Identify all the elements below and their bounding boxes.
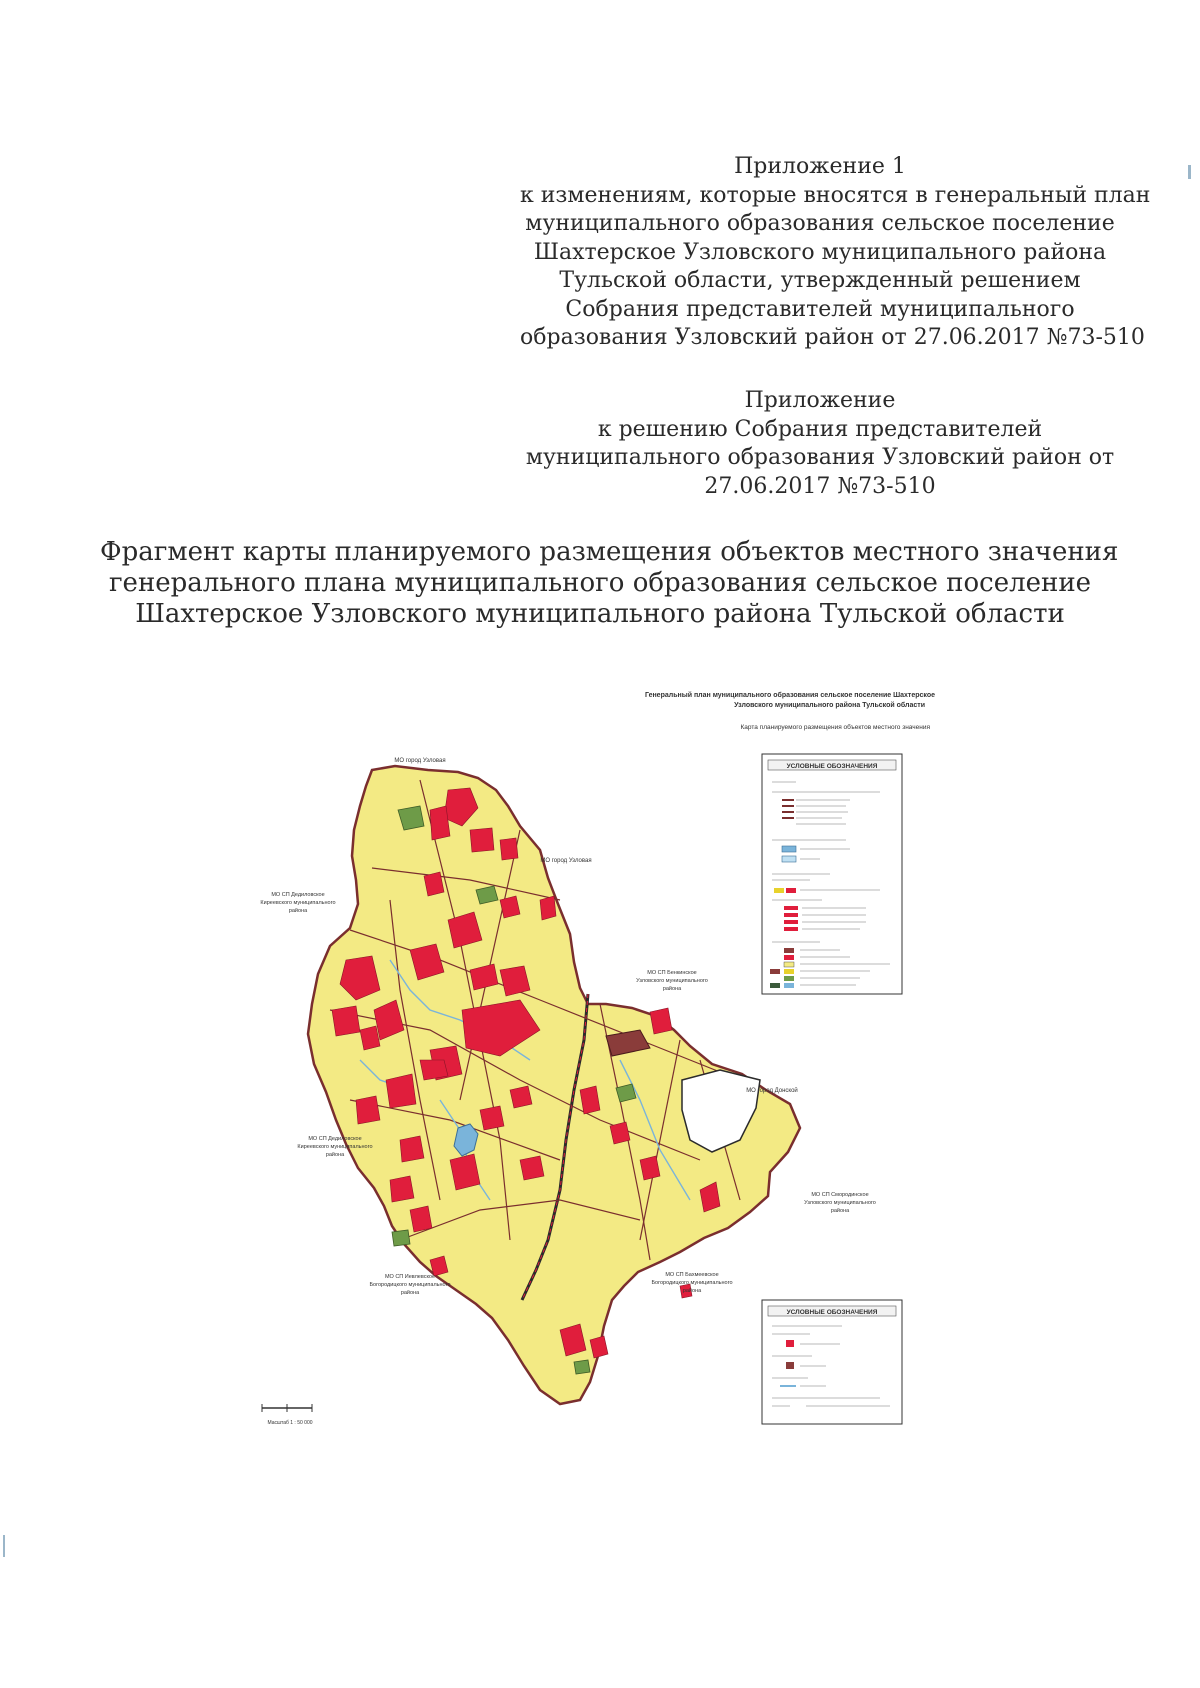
neighbor-label: МО СП Дедиловское xyxy=(308,1136,362,1142)
appendix-1-line: образования Узловский район от 27.06.2017 №73-510 xyxy=(520,325,1145,350)
neighbor-label: МО СП Смородинское xyxy=(811,1192,869,1198)
map-header-line1: Генеральный план муниципального образования сельское поселение Шахтерское xyxy=(644,692,935,699)
neighbor-label: района xyxy=(682,1288,702,1294)
title-line: генерального плана муниципального образования сельское поселение xyxy=(108,568,1092,598)
legend-main xyxy=(762,754,902,994)
map-subtitle: Карта планируемого размещения объектов местного значения xyxy=(740,724,930,731)
neighbor-label: Узловского муниципального xyxy=(804,1200,876,1206)
legend2-title: УСЛОВНЫЕ ОБОЗНАЧЕНИЯ xyxy=(786,1309,878,1316)
neighbor-label: МО город Донской xyxy=(746,1088,798,1094)
scale-bar xyxy=(262,1404,313,1426)
appendix-2-line: 27.06.2017 №73-510 xyxy=(704,473,936,499)
map-header-line2: Узловского муниципального района Тульской области xyxy=(734,702,925,709)
neighbor-label: Киреевского муниципального xyxy=(260,900,336,906)
neighbor-label: района xyxy=(662,986,682,992)
neighbor-label: Узловского муниципального xyxy=(636,978,708,984)
neighbor-label: МО город Узловая xyxy=(540,858,592,864)
neighbor-label: района xyxy=(288,908,308,914)
title-line: Фрагмент карты планируемого размещения объектов местного значения xyxy=(100,537,1119,567)
appendix-1-line: Тульской области, утвержденный решением xyxy=(559,268,1081,293)
neighbor-label: МО СП Дедиловское xyxy=(271,892,325,898)
neighbor-label: Киреевского муниципального xyxy=(297,1144,373,1150)
scale-label: Масштаб 1 : 50 000 xyxy=(267,1420,313,1426)
appendix-1-line: Приложение 1 xyxy=(734,154,906,179)
appendix-2-line: к решению Собрания представителей xyxy=(597,416,1043,442)
neighbor-label: МО СП Бахмеевское xyxy=(665,1272,719,1278)
appendix-2-line: Приложение xyxy=(744,388,896,413)
neighbor-label: МО город Узловая xyxy=(394,758,446,764)
appendix-1-line: муниципального образования сельское поселение xyxy=(525,211,1115,236)
neighbor-label: МО СП Бенкинское xyxy=(647,970,697,976)
appendix-1-line: Шахтерское Узловского муниципального района xyxy=(533,239,1107,265)
neighbor-label: Богородицкого муниципального xyxy=(651,1280,733,1286)
neighbor-label: района xyxy=(325,1152,345,1158)
appendix-2-line: муниципального образования Узловский район от xyxy=(525,445,1115,470)
neighbor-label: МО СП Иевлевское xyxy=(384,1274,436,1280)
title-line: Шахтерское Узловского муниципального района Тульской области xyxy=(135,599,1065,629)
appendix-1-line: к изменениям, которые вносятся в генеральный план xyxy=(520,182,1151,208)
neighbor-label: района xyxy=(830,1208,850,1214)
legend-secondary xyxy=(762,1300,902,1424)
appendix-1-line: Собрания представителей муниципального xyxy=(565,296,1075,322)
neighbor-label: района xyxy=(400,1290,420,1296)
neighbor-label: Богородицкого муниципального xyxy=(369,1282,451,1288)
legend-title: УСЛОВНЫЕ ОБОЗНАЧЕНИЯ xyxy=(786,763,878,770)
